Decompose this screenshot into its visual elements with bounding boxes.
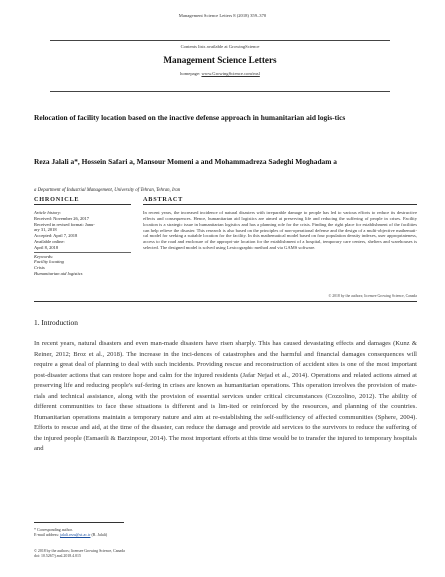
footnote <box>34 527 107 538</box>
homepage-link[interactable]: www.GrowingScience.com/msl <box>201 71 260 76</box>
journal-header <box>50 40 390 92</box>
history-line: Accepted: April 7, 2018 <box>34 233 78 239</box>
chronicle-heading: CHRONICLE <box>34 196 80 203</box>
history-line: Available online: <box>34 238 65 244</box>
footer <box>34 549 125 560</box>
history-line: April 8, 2018 <box>34 244 59 250</box>
contents-line: Contents lists available at GrowingScience <box>180 44 260 49</box>
journal-name: Management Science Letters <box>163 55 277 65</box>
abstract-text: In recent years, the increased incidence of natural disasters with irreparable damage to people has led to various efforts to reduce its destructive effects and consequences. Hence, humanitarian aid logistics are aimed at preserving life and reducing the suffering of people in crises. Facility location is a strategic issue in humanitarian logistics and has a planning role for the crisis. Finding the right place for establishment of the facilities can help relieve the disaster. This research is also based on the principles of non-operational defense and the design of a multi-objective mathemati-cal model for seeking a suitable location for the facility. In this mathematical model based on four population density indexes, user appropriateness, access to the road and enclosure of the appropri-ate location for the establishment of a hospital, temporary care centers, shelters and warehouses is selected. The designed model is solved using Lexicographic method and via GAMS software. <box>143 210 417 251</box>
article-title: Relocation of facility location based on the inactive defense approach in humanitarian aid logis-tics <box>34 113 346 122</box>
abstract-copyright: © 2018 by the authors; licensee Growing Science, Canada <box>328 294 417 298</box>
doi[interactable]: doi: 10.5267/j.msl.2018.4.015 <box>34 554 81 559</box>
divider <box>34 301 417 302</box>
history-label: Article history: <box>34 210 62 215</box>
history-line: Received in revised format: Janu- <box>34 221 95 227</box>
history-line: Received: November 26, 2017 <box>34 215 89 221</box>
divider <box>34 252 131 253</box>
article-info <box>34 210 131 277</box>
footer-copyright: © 2018 by the authors; licensee Growing Science, Canada <box>34 549 125 553</box>
section-heading-introduction: 1. Introduction <box>34 318 78 327</box>
keyword: Facility locating <box>34 259 64 265</box>
affiliation: a Department of Industrial Management, University of Tehran, Tehran, Iran <box>34 188 181 193</box>
keywords-label: Keywords: <box>34 253 54 259</box>
corresponding-author-note: * Corresponding author. <box>34 527 73 532</box>
email-label: E-mail address: <box>34 532 60 538</box>
email-link[interactable]: jalali.reza@ut.ac.ir <box>60 532 91 538</box>
author-list: Reza Jalali a*, Hossein Safari a, Mansour Momeni a and Mohammadreza Sadeghi Moghadam a <box>34 157 337 166</box>
keyword: Crisis <box>34 265 45 271</box>
homepage-prefix: homepage: <box>180 71 202 76</box>
body-paragraph: In recent years, natural disasters and even man-made disasters have risen sharply. This has caused devastating effects and damages (Kunz & Reiner, 2012; Broz et al., 2018). The increase in the inci-dences of catastrophes and the harmful and financial damages consequences will require a great deal of planning to deal with such incidents. Providing rescue and reconstruction of accident sites is one of the most important post-disaster actions that can restore hope and calm for the injured residents (Jafar Nejad et al., 2014). Operations and related actions aimed at preserving life and reducing people's suf-fering in crises are known as humanitarian operations. This operation involves the provision of mate-rials and technical assistance, along with the provision of essential services under critical circumstances (Cozzolino, 2012). The ability of different communities to face these situations is different and is lim-ited or reinforced by the resources, and planning of the countries. Humanitarian operations maintain a temporary nature and aim at re-establishing the self-sufficiency of affected communities (Sphere, 2004). Efforts to rescue and aid, at the time of the disaster, can reduce the damage and provide aid services to the survivors to reduce the suffering of the injured people (Esmaeili & Barzinpour, 2014). The most important efforts at this time would be to transfer the injured to temporary hospitals and <box>34 340 417 452</box>
email-suffix: (R. Jalali) <box>90 532 108 538</box>
keyword: Humanitarian aid logistics <box>34 270 83 276</box>
history-line: ary 31, 2018 <box>34 227 57 233</box>
footnote-divider <box>34 522 124 523</box>
running-head: Management Science Letters 8 (2018) 359–370 <box>178 13 267 18</box>
abstract-heading: ABSTRACT <box>143 196 184 203</box>
journal-homepage <box>50 71 390 76</box>
email-line <box>34 532 107 537</box>
divider <box>143 204 417 205</box>
divider <box>34 204 131 205</box>
